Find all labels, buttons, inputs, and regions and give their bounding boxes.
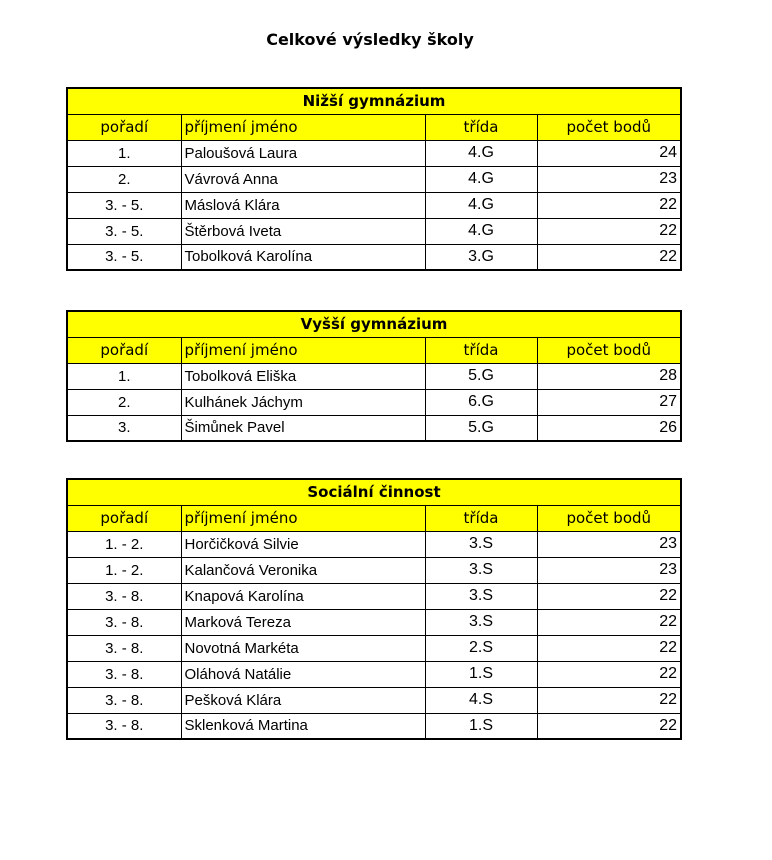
cell-class: 4.G	[425, 192, 537, 218]
cell-name: Kalančová Veronika	[181, 557, 425, 583]
section-title-row	[67, 479, 681, 505]
table-row	[67, 218, 681, 244]
table-row	[67, 140, 681, 166]
cell-class: 2.S	[425, 635, 537, 661]
table-row	[67, 244, 681, 270]
cell-rank: 2.	[67, 389, 181, 415]
cell-rank: 3. - 5.	[67, 218, 181, 244]
column-header-class: třída	[425, 337, 537, 363]
cell-points: 22	[537, 687, 681, 713]
page-title: Celkové výsledky školy	[266, 30, 474, 49]
cell-rank: 1.	[67, 363, 181, 389]
cell-class: 3.S	[425, 557, 537, 583]
table-row	[67, 661, 681, 687]
cell-name: Marková Tereza	[181, 609, 425, 635]
cell-rank: 3. - 8.	[67, 661, 181, 687]
column-header-class: třída	[425, 505, 537, 531]
table-row	[67, 531, 681, 557]
cell-points: 24	[537, 140, 681, 166]
column-header-rank: pořadí	[67, 337, 181, 363]
table-row	[67, 635, 681, 661]
cell-name: Oláhová Natálie	[181, 661, 425, 687]
column-header-name: příjmení jméno	[181, 505, 425, 531]
cell-rank: 3. - 8.	[67, 687, 181, 713]
cell-rank: 3. - 5.	[67, 192, 181, 218]
cell-class: 3.S	[425, 583, 537, 609]
cell-name: Vávrová Anna	[181, 166, 425, 192]
cell-points: 22	[537, 635, 681, 661]
cell-rank: 3. - 8.	[67, 635, 181, 661]
cell-class: 4.G	[425, 218, 537, 244]
cell-points: 23	[537, 166, 681, 192]
cell-class: 5.G	[425, 415, 537, 441]
cell-points: 22	[537, 244, 681, 270]
cell-name: Kulhánek Jáchym	[181, 389, 425, 415]
cell-class: 6.G	[425, 389, 537, 415]
table-row	[67, 166, 681, 192]
section-title: Vyšší gymnázium	[67, 311, 681, 337]
cell-class: 3.G	[425, 244, 537, 270]
cell-points: 22	[537, 218, 681, 244]
cell-class: 1.S	[425, 713, 537, 739]
cell-points: 22	[537, 661, 681, 687]
cell-rank: 3. - 5.	[67, 244, 181, 270]
cell-name: Knapová Karolína	[181, 583, 425, 609]
table-row	[67, 687, 681, 713]
column-header-rank: pořadí	[67, 505, 181, 531]
cell-name: Šimůnek Pavel	[181, 415, 425, 441]
column-header-rank: pořadí	[67, 114, 181, 140]
cell-points: 22	[537, 713, 681, 739]
table-row	[67, 583, 681, 609]
table-row	[67, 415, 681, 441]
cell-class: 5.G	[425, 363, 537, 389]
cell-rank: 1.	[67, 140, 181, 166]
section-title-row	[67, 88, 681, 114]
column-header-name: příjmení jméno	[181, 114, 425, 140]
results-table-socialni-cinnost	[66, 478, 682, 740]
table-row	[67, 192, 681, 218]
table-row	[67, 713, 681, 739]
cell-rank: 3. - 8.	[67, 609, 181, 635]
cell-rank: 3.	[67, 415, 181, 441]
cell-points: 26	[537, 415, 681, 441]
table-header-row	[67, 505, 681, 531]
table-header-row	[67, 337, 681, 363]
cell-name: Štěrbová Iveta	[181, 218, 425, 244]
cell-rank: 1. - 2.	[67, 557, 181, 583]
cell-points: 22	[537, 583, 681, 609]
results-table-vyssi-gymnazium	[66, 310, 682, 442]
column-header-class: třída	[425, 114, 537, 140]
cell-rank: 2.	[67, 166, 181, 192]
cell-rank: 1. - 2.	[67, 531, 181, 557]
cell-points: 23	[537, 557, 681, 583]
cell-name: Horčičková Silvie	[181, 531, 425, 557]
cell-class: 3.S	[425, 531, 537, 557]
cell-name: Novotná Markéta	[181, 635, 425, 661]
column-header-points: počet bodů	[537, 337, 681, 363]
cell-name: Tobolková Eliška	[181, 363, 425, 389]
column-header-name: příjmení jméno	[181, 337, 425, 363]
column-header-points: počet bodů	[537, 505, 681, 531]
cell-class: 1.S	[425, 661, 537, 687]
cell-rank: 3. - 8.	[67, 583, 181, 609]
cell-points: 22	[537, 192, 681, 218]
table-header-row	[67, 114, 681, 140]
cell-name: Paloušová Laura	[181, 140, 425, 166]
cell-class: 4.G	[425, 140, 537, 166]
cell-points: 27	[537, 389, 681, 415]
results-table-nizsi-gymnazium	[66, 87, 682, 271]
table-row	[67, 363, 681, 389]
section-title: Sociální činnost	[67, 479, 681, 505]
cell-rank: 3. - 8.	[67, 713, 181, 739]
cell-points: 23	[537, 531, 681, 557]
cell-name: Pešková Klára	[181, 687, 425, 713]
cell-class: 4.G	[425, 166, 537, 192]
cell-name: Sklenková Martina	[181, 713, 425, 739]
cell-name: Máslová Klára	[181, 192, 425, 218]
column-header-points: počet bodů	[537, 114, 681, 140]
cell-class: 4.S	[425, 687, 537, 713]
section-title-row	[67, 311, 681, 337]
table-row	[67, 609, 681, 635]
table-row	[67, 557, 681, 583]
cell-name: Tobolková Karolína	[181, 244, 425, 270]
cell-class: 3.S	[425, 609, 537, 635]
section-title: Nižší gymnázium	[67, 88, 681, 114]
table-row	[67, 389, 681, 415]
cell-points: 22	[537, 609, 681, 635]
cell-points: 28	[537, 363, 681, 389]
